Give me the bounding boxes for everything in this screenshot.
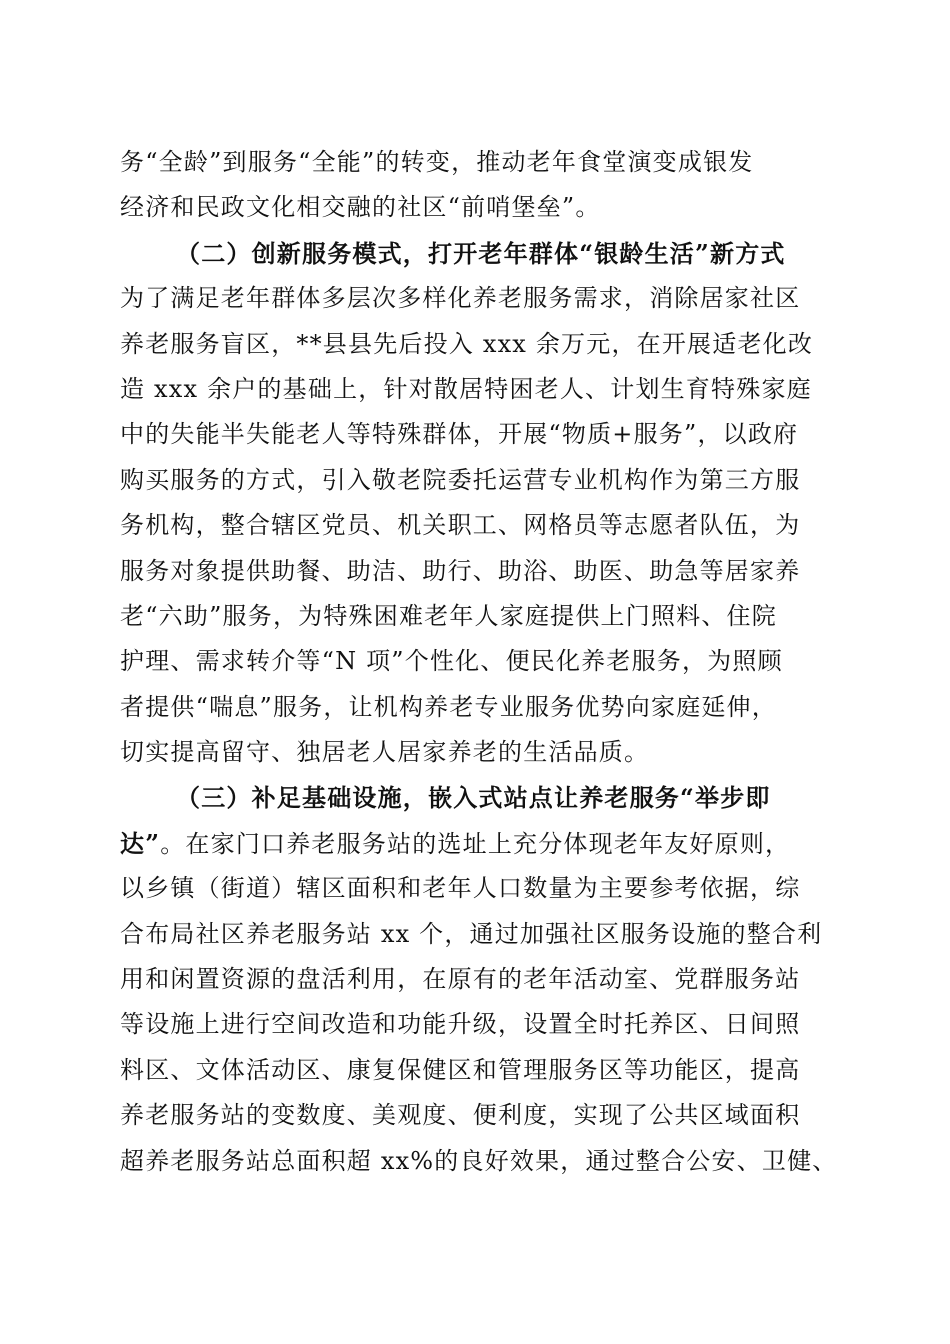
paragraph-line: 用和闲置资源的盘活利用，在原有的老年活动室、党群服务站 bbox=[120, 965, 801, 994]
paragraph-line: 养老服务站的变数度、美观度、便利度，实现了公共区域面积 bbox=[120, 1101, 801, 1130]
paragraph-line: 者提供“喘息”服务，让机构养老专业服务优势向家庭延伸， bbox=[120, 692, 777, 721]
paragraph-line: 造 xxx 余户的基础上，针对散居特困老人、计划生育特殊家庭 bbox=[120, 374, 812, 403]
paragraph-line: 料区、文体活动区、康复保健区和管理服务区等功能区，提高 bbox=[120, 1055, 801, 1084]
paragraph-line: 养老服务盲区，**县县先后投入 xxx 余万元，在开展适老化改 bbox=[120, 329, 814, 358]
section-3-body-start: 。在家门口养老服务站的选址上充分体现老年友好原则， bbox=[160, 829, 791, 858]
paragraph-line: 服务对象提供助餐、助洁、助行、助浴、助医、助急等居家养 bbox=[120, 556, 801, 585]
section-heading-3-tail: 达” bbox=[120, 828, 161, 858]
paragraph-line-mixed bbox=[120, 821, 825, 866]
paragraph-line: 购买服务的方式，引入敬老院委托运营专业机构作为第三方服 bbox=[120, 465, 801, 494]
paragraph-line: 为了满足老年群体多层次多样化养老服务需求，消除居家社区 bbox=[120, 284, 801, 313]
paragraph-line: 老“六助”服务，为特殊困难老年人家庭提供上门照料、住院 bbox=[120, 601, 777, 630]
paragraph-line: 中的失能半失能老人等特殊群体，开展“物质+服务”，以政府 bbox=[120, 420, 799, 449]
paragraph-line: 务“全龄”到服务“全能”的转变，推动老年食堂演变成银发 bbox=[120, 148, 754, 176]
paragraph-line: 切实提高留守、独居老人居家养老的生活品质。 bbox=[120, 738, 650, 767]
paragraph-line: 以乡镇（街道）辖区面积和老年人口数量为主要参考依据，综 bbox=[120, 874, 801, 903]
paragraph-line: 合布局社区养老服务站 xx 个，通过加强社区服务设施的整合利 bbox=[120, 919, 823, 948]
section-heading-2: （二）创新服务模式，打开老年群体“银龄生活”新方式 bbox=[176, 238, 786, 268]
paragraph-line: 经济和民政文化相交融的社区“前哨堡垒”。 bbox=[120, 193, 601, 222]
document-page bbox=[120, 140, 838, 1184]
paragraph-line: 超养老服务站总面积超 xx%的良好效果，通过整合公安、卫健、 bbox=[120, 1146, 838, 1175]
paragraph-line: 务机构，整合辖区党员、机关职工、网格员等志愿者队伍，为 bbox=[120, 511, 801, 540]
paragraph-line: 护理、需求转介等“N 项”个性化、便民化养老服务，为照顾 bbox=[120, 647, 783, 676]
section-heading-3: （三）补足基础设施，嵌入式站点让养老服务“举步即 bbox=[176, 783, 771, 813]
paragraph-line: 等设施上进行空间改造和功能升级，设置全时托养区、日间照 bbox=[120, 1010, 801, 1039]
